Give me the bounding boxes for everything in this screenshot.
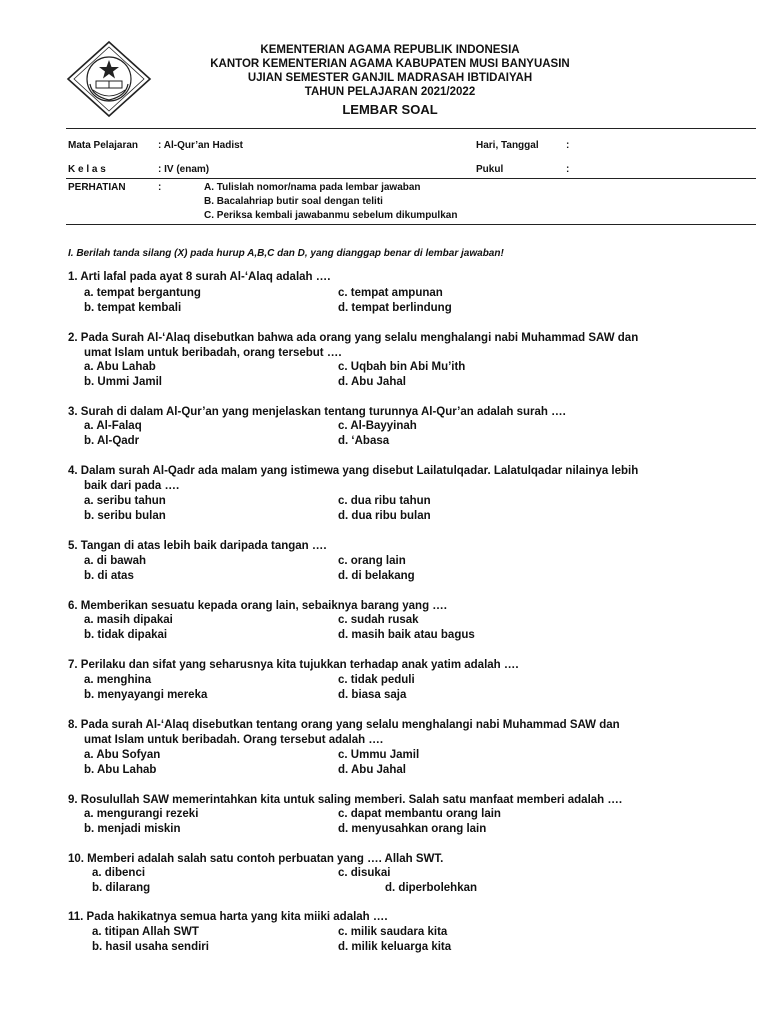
- question-5: 5. Tangan di atas lebih baik daripada tangan ….: [68, 540, 327, 552]
- option-d: d. biasa saja: [338, 689, 407, 701]
- question-10: 10. Memberi adalah salah satu contoh perbuatan yang …. Allah SWT.: [68, 853, 444, 865]
- question-11: 11. Pada hakikatnya semua harta yang kita miiki adalah ….: [68, 911, 388, 923]
- option-b: b. menyayangi mereka: [84, 689, 208, 701]
- question-4: 4. Dalam surah Al-Qadr ada malam yang istimewa yang disebut Lailatulqadar. Lalatulqadar nilainya lebih: [68, 465, 639, 477]
- option-c: c. Al-Bayyinah: [338, 420, 417, 432]
- option-c: c. tidak peduli: [338, 674, 415, 686]
- attention-divider: [66, 224, 756, 225]
- class-label: K e l a s: [68, 164, 106, 175]
- option-c: c. Uqbah bin Abi Mu’ith: [338, 361, 466, 373]
- page-title: LEMBAR SOAL: [342, 102, 438, 117]
- option-b: b. Ummi Jamil: [84, 376, 162, 388]
- option-b: b. seribu bulan: [84, 510, 166, 522]
- header-line-2: KANTOR KEMENTERIAN AGAMA KABUPATEN MUSI BANYUASIN: [210, 58, 570, 70]
- option-b: b. tempat kembali: [84, 302, 182, 314]
- question-7: 7. Perilaku dan sifat yang seharusnya kita tujukkan terhadap anak yatim adalah ….: [68, 659, 519, 671]
- day-label: Hari, Tanggal: [476, 140, 539, 151]
- option-a: a. mengurangi rezeki: [84, 808, 199, 820]
- option-a: a. dibenci: [92, 867, 146, 879]
- option-a: a. di bawah: [84, 555, 146, 567]
- option-c: c. orang lain: [338, 555, 406, 567]
- question-2-cont: umat Islam untuk beribadah, orang tersebut ….: [84, 347, 342, 359]
- question-6: 6. Memberikan sesuatu kepada orang lain, sebaiknya barang yang ….: [68, 600, 447, 612]
- option-d: d. milik keluarga kita: [338, 941, 452, 953]
- option-c: c. dapat membantu orang lain: [338, 808, 501, 820]
- kemenag-emblem-icon: [66, 40, 152, 118]
- question-4-cont: baik dari pada ….: [84, 480, 180, 492]
- option-b: b. menjadi miskin: [84, 823, 181, 835]
- option-d: d. dua ribu bulan: [338, 510, 431, 522]
- option-a: a. menghina: [84, 674, 152, 686]
- time-label: Pukul: [476, 164, 504, 175]
- option-b: b. di atas: [84, 570, 134, 582]
- option-c: c. dua ribu tahun: [338, 495, 431, 507]
- instruction-text: I. Berilah tanda silang (X) pada hurup A,B,C dan D, yang dianggap benar di lembar jawaban!: [68, 248, 504, 259]
- option-b: b. tidak dipakai: [84, 629, 168, 641]
- option-d: d. menyusahkan orang lain: [338, 823, 487, 835]
- option-c: c. sudah rusak: [338, 614, 419, 626]
- header-line-1: KEMENTERIAN AGAMA REPUBLIK INDONESIA: [260, 44, 520, 56]
- info-divider: [66, 178, 756, 179]
- header-line-4: TAHUN PELAJARAN 2021/2022: [304, 86, 476, 98]
- option-d: d. masih baik atau bagus: [338, 629, 475, 641]
- option-a: a. tempat bergantung: [84, 287, 201, 299]
- attention-label: PERHATIAN: [68, 182, 126, 193]
- attention-item: B. Bacalahriap butir soal dengan teliti: [204, 196, 383, 207]
- option-a: a. masih dipakai: [84, 614, 173, 626]
- attention-colon: :: [158, 182, 162, 193]
- question-8: 8. Pada surah Al-‘Alaq disebutkan tentang orang yang selalu menghalangi nabi Muhammad SAW dan: [68, 719, 620, 731]
- question-9: 9. Rosulullah SAW memerintahkan kita untuk saling memberi. Salah satu manfaat memberi adalah ….: [68, 794, 623, 806]
- option-a: a. Abu Lahab: [84, 361, 156, 373]
- subject-label: Mata Pelajaran: [68, 140, 139, 151]
- option-d: d. tempat berlindung: [338, 302, 452, 314]
- day-value: :: [566, 140, 570, 151]
- option-b: b. Abu Lahab: [84, 764, 157, 776]
- subject-value: : Al-Qur’an Hadist: [158, 140, 244, 151]
- class-value: : IV (enam): [158, 164, 210, 175]
- option-d: d. di belakang: [338, 570, 415, 582]
- question-3: 3. Surah di dalam Al-Qur’an yang menjelaskan tentang turunnya Al-Qur’an adalah surah ….: [68, 406, 566, 418]
- question-8-cont: umat Islam untuk beribadah. Orang tersebut adalah ….: [84, 734, 384, 746]
- option-c: c. milik saudara kita: [338, 926, 448, 938]
- option-a: a. Al-Falaq: [84, 420, 142, 432]
- option-a: a. seribu tahun: [84, 495, 166, 507]
- option-d: d. Abu Jahal: [338, 764, 406, 776]
- question-2: 2. Pada Surah Al-‘Alaq disebutkan bahwa ada orang yang selalu menghalangi nabi Muhammad SAW dan: [68, 332, 639, 344]
- option-b: b. dilarang: [92, 882, 151, 894]
- option-c: c. disukai: [338, 867, 391, 879]
- option-b: b. hasil usaha sendiri: [92, 941, 209, 953]
- option-c: c. Ummu Jamil: [338, 749, 420, 761]
- question-1: 1. Arti lafal pada ayat 8 surah Al-‘Alaq adalah ….: [68, 271, 331, 283]
- option-d: d. ‘Abasa: [338, 435, 390, 447]
- attention-item: A. Tulislah nomor/nama pada lembar jawaban: [204, 182, 421, 193]
- option-b: b. Al-Qadr: [84, 435, 140, 447]
- time-value: :: [566, 164, 570, 175]
- header-line-3: UJIAN SEMESTER GANJIL MADRASAH IBTIDAIYAH: [247, 72, 533, 84]
- option-a: a. Abu Sofyan: [84, 749, 161, 761]
- option-c: c. tempat ampunan: [338, 287, 443, 299]
- option-a: a. titipan Allah SWT: [92, 926, 199, 938]
- option-d: d. Abu Jahal: [338, 376, 406, 388]
- attention-item: C. Periksa kembali jawabanmu sebelum dikumpulkan: [204, 210, 458, 221]
- header-divider: [66, 128, 756, 129]
- option-d: d. diperbolehkan: [385, 882, 478, 894]
